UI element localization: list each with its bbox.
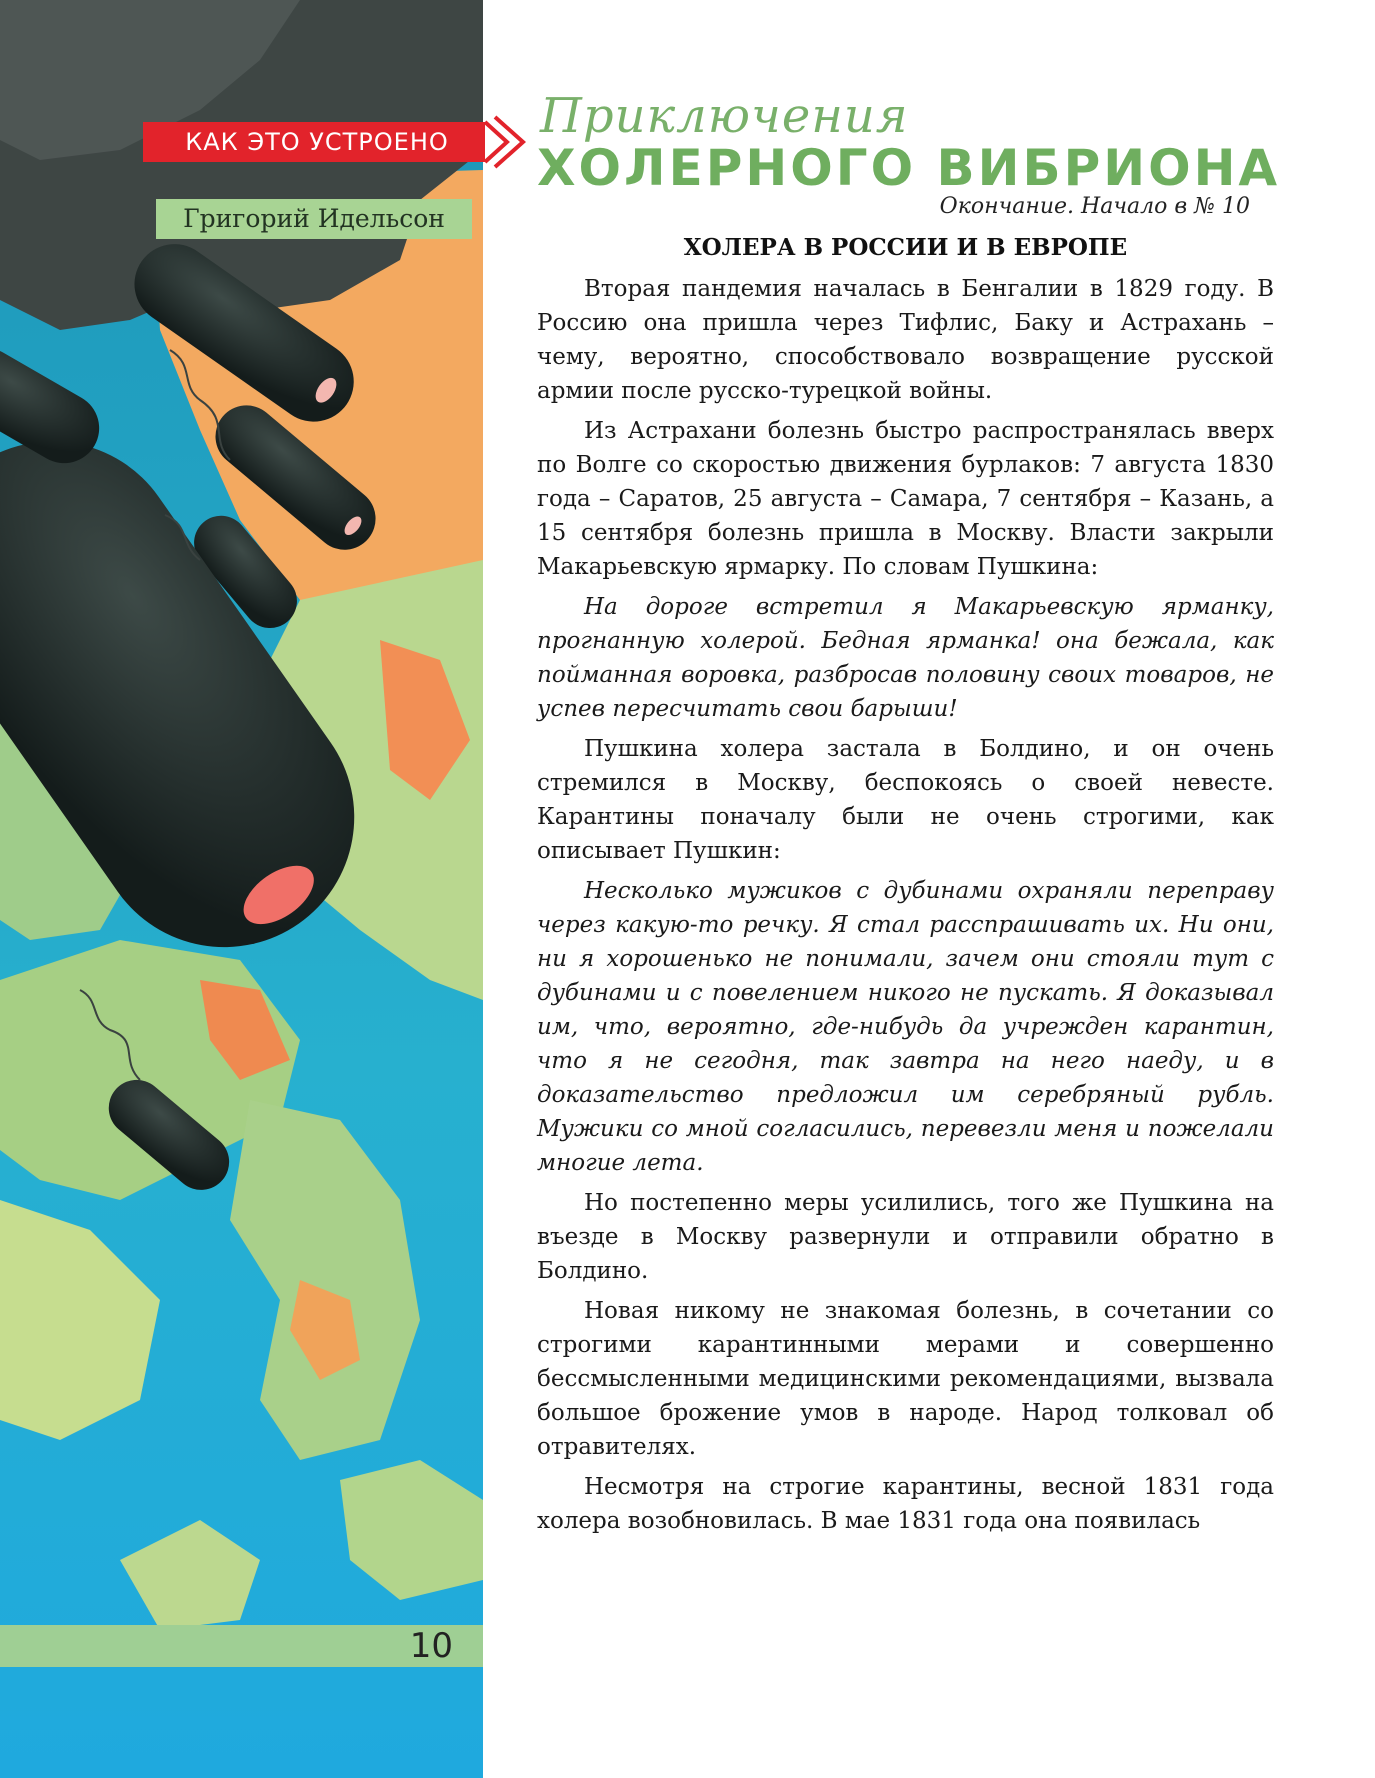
paragraph: Но постепенно меры усилились, того же Пушкина на въезде в Москву развернули и отправили обратно в Болдино. — [537, 1190, 1274, 1284]
paragraph: Новая никому не знакомая болезнь, в сочетании со строгими карантинными мерами и совершенно бессмысленными медицинскими рекомендациями, вызвала большое брожение умов в народе. Народ толковал об отравителях. — [537, 1298, 1274, 1460]
paragraph: Несмотря на строгие карантины, весной 1831 года холера возобновилась. В мае 1831 года она появилась — [537, 1474, 1274, 1534]
page-number: 10 — [409, 1626, 453, 1666]
map-background-icon — [0, 0, 483, 1778]
cover-illustration — [0, 0, 483, 1778]
article-title: ХОЛЕРНОГО ВИБРИОНА — [537, 139, 1281, 197]
section-tag: КАК ЭТО УСТРОЕНО — [143, 122, 485, 162]
arrow-right-icon — [485, 115, 527, 169]
author-name: Григорий Идельсон — [156, 199, 472, 239]
quote-paragraph: На дороге встретил я Макарьевскую ярманку, прогнанную холерой. Бедная ярманка! она бежала, как пойманная воровка, разбросав половину своих товаров, не успев пересчитать свои барыши! — [537, 594, 1274, 722]
title-script: Приключения — [540, 88, 909, 144]
page-number-band — [0, 1625, 483, 1667]
section-heading: ХОЛЕРА В РОССИИ И В ЕВРОПЕ — [683, 234, 1128, 261]
article-body — [537, 272, 1274, 1544]
paragraph: Вторая пандемия началась в Бенгалии в 1829 году. В Россию она пришла через Тифлис, Баку и Астрахань – чему, вероятно, способствовало возвращение русской армии после русско-турецкой войны. — [537, 276, 1274, 404]
paragraph: Пушкина холера застала в Болдино, и он очень стремился в Москву, беспокоясь о своей невесте. Карантины поначалу были не очень строгими, как описывает Пушкин: — [537, 736, 1274, 864]
continuation-note: Окончание. Начало в № 10 — [939, 194, 1250, 219]
quote-paragraph: Несколько мужиков с дубинами охраняли переправу через какую-то речку. Я стал расспрашивать их. Ни они, ни я хорошенько не понимали, зачем они стояли тут с дубинами и с повелением никого не пускать. Я доказывал им, что, вероятно, где-нибудь да учрежден карантин, что я не сегодня, так завтра на него наеду, и в доказательство предложил им серебряный рубль. Мужики со мной согласились, перевезли меня и пожелали многие лета. — [537, 878, 1274, 1176]
paragraph: Из Астрахани болезнь быстро распространялась вверх по Волге со скоростью движения бурлаков: 7 августа 1830 года – Саратов, 25 августа – Самара, 7 сентября – Казань, а 15 сентября болезнь пришла в Москву. Власти закрыли Макарьевскую ярмарку. По словам Пушкина: — [537, 418, 1274, 580]
